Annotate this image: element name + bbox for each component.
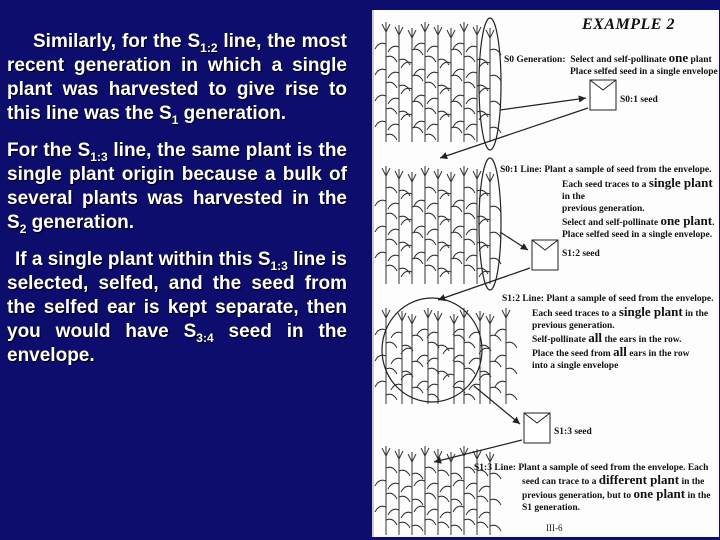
s12-line-text: S1:2 Line: Plant a sample of seed from the envelope. [502,294,714,304]
envelope-1-label: S0:1 seed [620,95,658,105]
paragraph-1: Similarly, for the $S_{1:2}$ line, the most recent generation in which a single plant was harvested to give rise to this line was the $S_1$ generation. [7,31,347,127]
corn-plant-icon [479,172,501,284]
corn-plant-icon [440,172,462,284]
arrow-1 [500,98,586,110]
corn-plant-icon [466,169,488,284]
corn-plant-icon [401,314,423,404]
corn-plant-icon [427,25,449,142]
corn-plant-icon [388,449,410,535]
example-title: EXAMPLE 2 [582,16,675,33]
corn-plant-icon [391,311,413,404]
s01-line-text: S0:1 Line: Plant a sample of seed from the envelope. [500,165,712,175]
s13-line-text: S1:3 Line: Plant a sample of seed from the envelope. Each seed can trace to a different plant in the previous generation, but to one plant in the S1 generation. [474,463,711,513]
corn-plant-icon [388,169,410,284]
arrow-5 [474,386,520,424]
corn-plant-icon [375,166,397,284]
envelope-1 [590,80,616,110]
corn-plant-icon [375,308,397,404]
corn-plant-icon [479,314,501,404]
paragraph-3: If a single plant within this $S_{1:3}$ line is selected, selfed, and the seed from the selfed ear is kept separate, then you would have $S_{3:4}$ seed in the envelope. [7,249,347,366]
envelope-2 [532,240,558,270]
selection-ellipse-3 [382,298,482,402]
corn-plant-icon [401,172,423,284]
corn-plant-icon [414,166,436,284]
corn-plant-icon [427,449,449,535]
arrow-6 [434,440,522,462]
page-footer: III-6 [546,523,563,533]
corn-plant-icon [453,446,475,535]
corn-plant-icon [414,446,436,535]
s0-generation-text: S0 Generation: Select and self-pollinate one plant Place selfed seed in a single envelope [504,50,718,77]
arrow-3 [500,232,528,250]
corn-plant-icon [375,446,397,535]
envelope-3 [524,413,550,443]
paragraph-2: For the $S_{1:3}$ line, the same plant is the single plant origin because a bulk of several plants was harvested in the $S_2$ generation. [7,140,347,236]
envelope-3-label: S1:3 seed [554,427,592,437]
s12-line-details: Each seed traces to a single plant in the previous generation. Self-pollinate all the ears in the row. Place the seed from all ears in the row into a single envelope [532,304,709,371]
corn-plant-icon [466,25,488,142]
s01-line-details: Each seed traces to a single plant in the previous generation. Select and self-pollinate one plant. Place selfed seed in a single envelope. [562,175,715,240]
explanation-text [7,30,347,381]
corn-plant-icon [427,169,449,284]
breeding-diagram [374,10,719,537]
corn-plant-icon [453,166,475,284]
corn-plant-icon [427,311,449,404]
example-diagram-panel [372,10,719,537]
arrow-2 [440,108,588,158]
corn-plant-icon [469,311,491,404]
envelope-2-label: S1:2 seed [562,249,600,259]
corn-plant-icon [388,25,410,142]
